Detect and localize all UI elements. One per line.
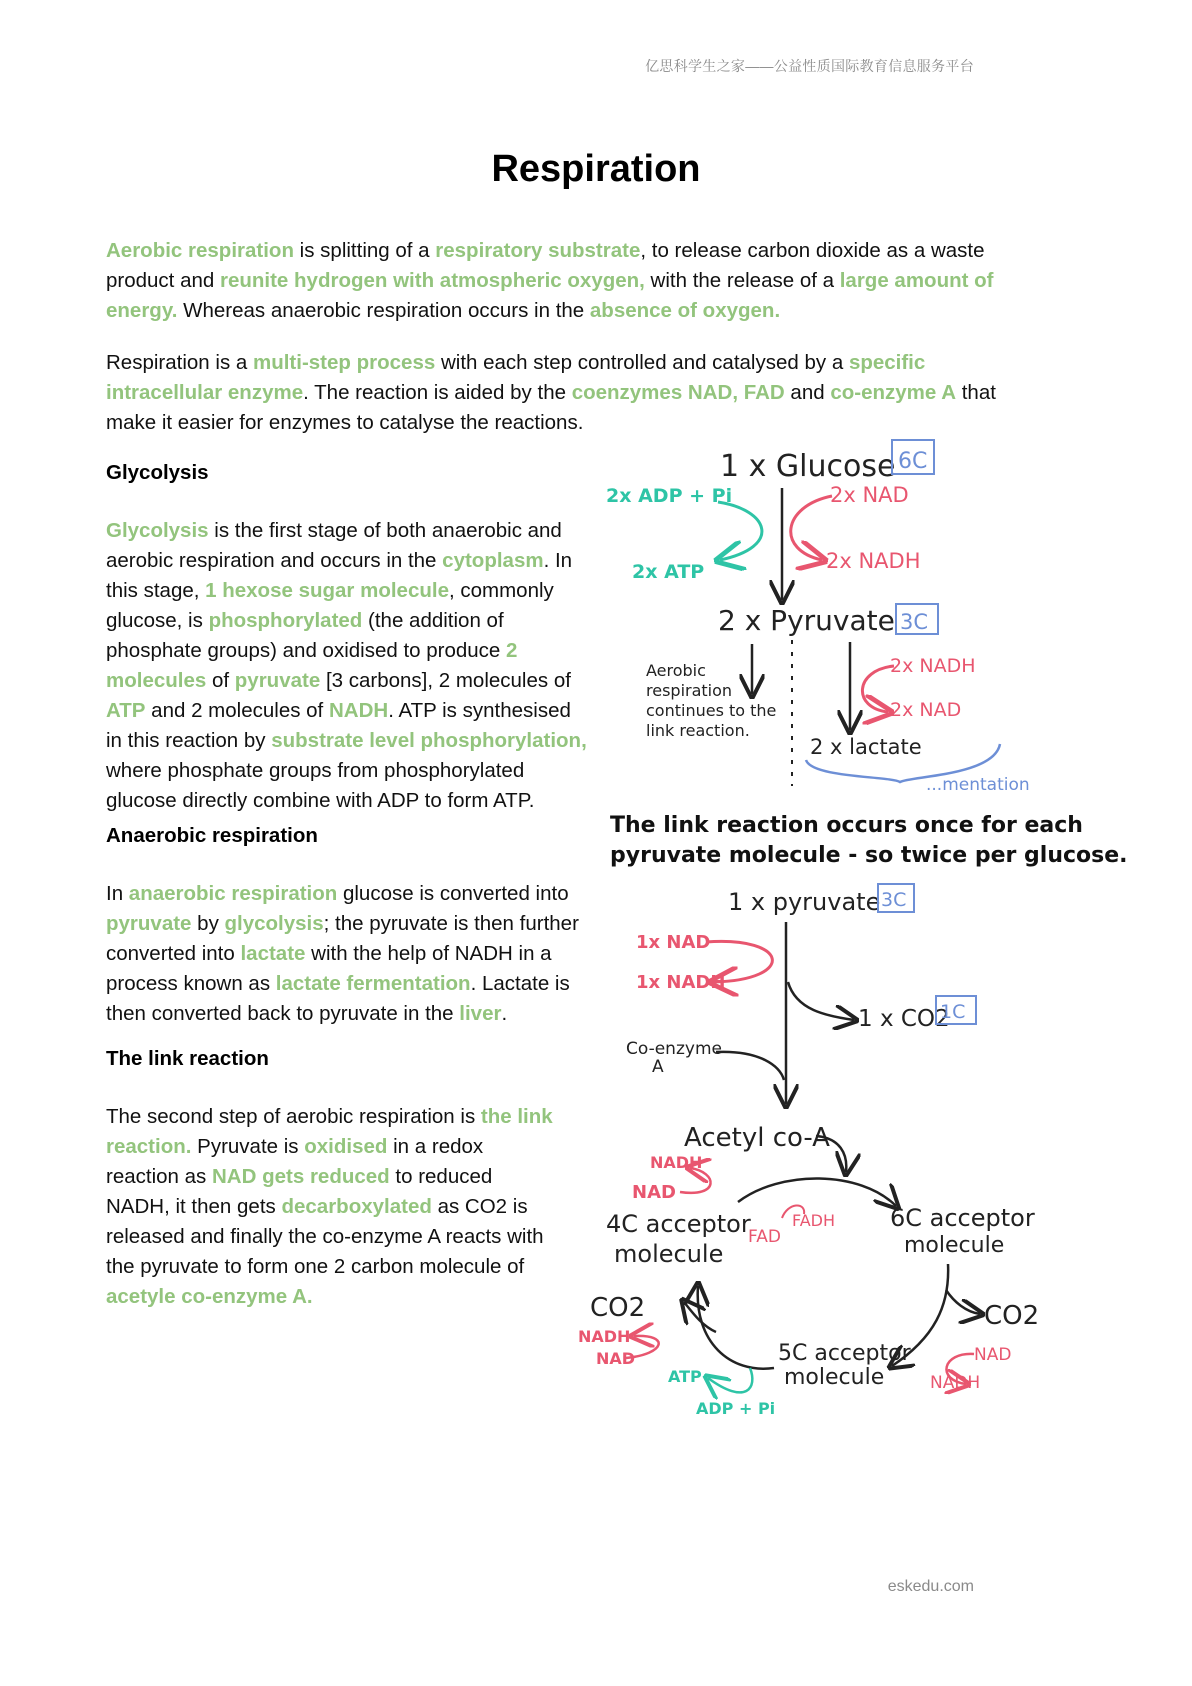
text-run: . xyxy=(501,1002,508,1025)
text-run: Pyruvate is xyxy=(191,1135,305,1158)
adp-cycle-label: ADP + Pi xyxy=(696,1399,776,1418)
pyruvate-label: 2 x Pyruvate xyxy=(718,604,895,637)
link-note-line-1: The link reaction occurs once for each xyxy=(610,813,1083,838)
text-run: . Lactate is then converted back to pyruvate in the xyxy=(106,972,570,1025)
highlight-term: anaerobic respiration xyxy=(128,882,338,905)
link-note-line-2: pyruvate molecule - so twice per glucose. xyxy=(610,843,1128,868)
highlight-term: 1 hexose sugar molecule xyxy=(205,579,449,602)
text-run: is splitting of a xyxy=(293,239,436,262)
highlight-term: Glycolysis xyxy=(106,519,209,542)
text-run: is the first stage of both anaerobic and aerobic respiration and occurs in the xyxy=(106,519,562,572)
nad-label: 2x NAD xyxy=(830,483,909,507)
highlight-term: acetyle co-enzyme A. xyxy=(106,1285,313,1308)
highlight-term: cytoplasm xyxy=(442,549,544,572)
krebs-cycle-diagram xyxy=(570,1106,1060,1430)
text-run: ; the pyruvate is then further converted into xyxy=(106,912,579,965)
aerobic-note-line-2: respiration xyxy=(646,681,733,700)
highlight-term: lactate xyxy=(240,942,306,965)
text-run: , to release carbon dioxide as a waste product and xyxy=(106,239,985,292)
highlight-term: pyruvate xyxy=(234,669,321,692)
nadh-left-label: NADH xyxy=(578,1327,631,1346)
text-run: In xyxy=(106,882,129,905)
nadh-2-label: 2x NADH xyxy=(890,655,976,677)
highlight-term: oxidised xyxy=(304,1135,388,1158)
nadh-right-label: NADH xyxy=(930,1373,981,1393)
text-run: where phosphate groups from phosphorylated glucose directly combine with ADP to form ATP. xyxy=(106,759,535,812)
coenzyme-a-label-line-1: Co-enzyme xyxy=(626,1039,722,1059)
cut-off-label: ...mentation xyxy=(926,775,1030,795)
highlight-term: liver xyxy=(459,1002,502,1025)
text-run: by xyxy=(191,912,225,935)
text-run: with the release of a xyxy=(644,269,840,292)
highlight-term: lactate fermentation xyxy=(275,972,471,995)
highlight-term: phosphorylated xyxy=(208,609,363,632)
text-run: [3 carbons], 2 molecules of xyxy=(320,669,571,692)
glucose-carbon-label: 6C xyxy=(898,449,928,474)
highlight-term: respiratory substrate xyxy=(435,239,641,262)
text-run: glucose is converted into xyxy=(337,882,569,905)
fad-label: FAD xyxy=(748,1227,781,1247)
text-run: with each step controlled and catalysed by a xyxy=(435,351,849,374)
glucose-label: 1 x Glucose xyxy=(720,449,896,484)
header-note: 亿思科学生之家——公益性质国际教育信息服务平台 xyxy=(645,58,974,74)
highlight-term: co-enzyme A xyxy=(830,381,957,404)
atp-label: 2x ATP xyxy=(632,561,705,583)
highlight-term: the link reaction. xyxy=(106,1105,553,1158)
text-run: of xyxy=(206,669,235,692)
c4-acceptor-line-1: 4C acceptor xyxy=(606,1210,751,1238)
acetyl-coa-label: Acetyl co-A xyxy=(684,1123,830,1153)
text-run: (the addition of phosphate groups) and oxidised to produce xyxy=(106,609,507,662)
fadh-label: FADH xyxy=(792,1211,836,1230)
text-run: Respiration is a xyxy=(106,351,253,374)
text-run: that make it easier for enzymes to catalyse the reactions. xyxy=(106,381,996,434)
c6-acceptor-line-1: 6C acceptor xyxy=(890,1204,1035,1232)
footer-site: eskedu.com xyxy=(887,1578,974,1595)
highlight-term: glycolysis xyxy=(224,912,324,935)
highlight-term: ATP xyxy=(106,699,146,722)
text-run: and 2 molecules of xyxy=(145,699,329,722)
text-run: and xyxy=(784,381,831,404)
intro-paragraph-2 xyxy=(106,348,1006,438)
nad-right-label: NAD xyxy=(974,1345,1012,1365)
text-run: , commonly glucose, is xyxy=(106,579,554,632)
c4-acceptor-line-2: molecule xyxy=(614,1240,724,1268)
link-reaction-diagram xyxy=(600,804,1128,1106)
intro-paragraph-1 xyxy=(106,236,998,326)
highlight-term: large amount of energy. xyxy=(106,269,994,322)
text-run: in a redox reaction as xyxy=(106,1135,484,1188)
co2-right-label: CO2 xyxy=(984,1301,1040,1331)
highlight-term: coenzymes NAD, FAD xyxy=(571,381,785,404)
nad-2-label: 2x NAD xyxy=(890,699,962,721)
highlight-term: 2 molecules xyxy=(106,639,518,692)
c5-acceptor-line-2: molecule xyxy=(784,1365,885,1390)
lactate-label: 2 x lactate xyxy=(810,735,922,759)
nadh-top-label: NADH xyxy=(650,1153,703,1172)
aerobic-note-line-3: continues to the xyxy=(646,701,777,720)
link-nad-label: 1x NAD xyxy=(636,932,711,953)
text-run: . ATP is synthesised in this reaction by xyxy=(106,699,571,752)
highlight-term: Aerobic respiration xyxy=(106,239,294,262)
nad-left-label: NAD xyxy=(596,1349,636,1368)
nad-top-label: NAD xyxy=(632,1182,676,1203)
coenzyme-a-label-line-2: A xyxy=(652,1057,664,1077)
page-title: Respiration xyxy=(491,148,701,190)
text-run: . The reaction is aided by the xyxy=(303,381,572,404)
c5-acceptor-line-1: 5C acceptor xyxy=(778,1341,911,1366)
text-run: The second step of aerobic respiration is xyxy=(106,1105,481,1128)
highlight-term: NADH xyxy=(328,699,389,722)
co2-left-label: CO2 xyxy=(590,1293,646,1323)
adp-label: 2x ADP + Pi xyxy=(606,485,733,507)
highlight-term: substrate level phosphorylation, xyxy=(271,729,587,752)
anaerobic-heading: Anaerobic respiration xyxy=(106,824,318,847)
glycolysis-heading: Glycolysis xyxy=(106,461,209,484)
link-pyruvate-label: 1 x pyruvate xyxy=(728,888,881,916)
anaerobic-paragraph xyxy=(106,879,584,1029)
link-nadh-label: 1x NADH xyxy=(636,972,726,993)
highlight-term: decarboxylated xyxy=(281,1195,432,1218)
highlight-term: specific intracellular enzyme xyxy=(106,351,926,404)
aerobic-note-line-1: Aerobic xyxy=(646,661,706,680)
highlight-term: absence of oxygen. xyxy=(589,299,781,322)
c6-acceptor-line-2: molecule xyxy=(904,1233,1005,1258)
text-run: Whereas anaerobic respiration occurs in the xyxy=(177,299,590,322)
highlight-term: NAD gets reduced xyxy=(211,1165,390,1188)
aerobic-note-line-4: link reaction. xyxy=(646,721,750,740)
text-run: to reduced NADH, it then gets xyxy=(106,1165,493,1218)
link-paragraph xyxy=(106,1102,558,1312)
nadh-label: 2x NADH xyxy=(826,549,921,573)
glycolysis-diagram xyxy=(600,432,1040,795)
atp-cycle-label: ATP xyxy=(668,1367,702,1386)
glycolysis-paragraph xyxy=(106,516,592,816)
link-heading: The link reaction xyxy=(106,1047,269,1070)
highlight-term: pyruvate xyxy=(106,912,192,935)
text-run: . In this stage, xyxy=(106,549,573,602)
link-pyruvate-carbon-label: 3C xyxy=(881,889,907,911)
text-run: as CO2 is released and finally the co-enzyme A reacts with the pyruvate to form one 2 carbon molecule of xyxy=(106,1195,544,1278)
pyruvate-carbon-label: 3C xyxy=(900,610,929,634)
text-run: with the help of NADH in a process known as xyxy=(106,942,552,995)
link-co2-carbon-label: 1C xyxy=(940,1001,966,1023)
highlight-term: reunite hydrogen with atmospheric oxygen, xyxy=(219,269,645,292)
highlight-term: multi-step process xyxy=(252,351,436,374)
link-co2-label: 1 x CO2 xyxy=(858,1006,950,1032)
